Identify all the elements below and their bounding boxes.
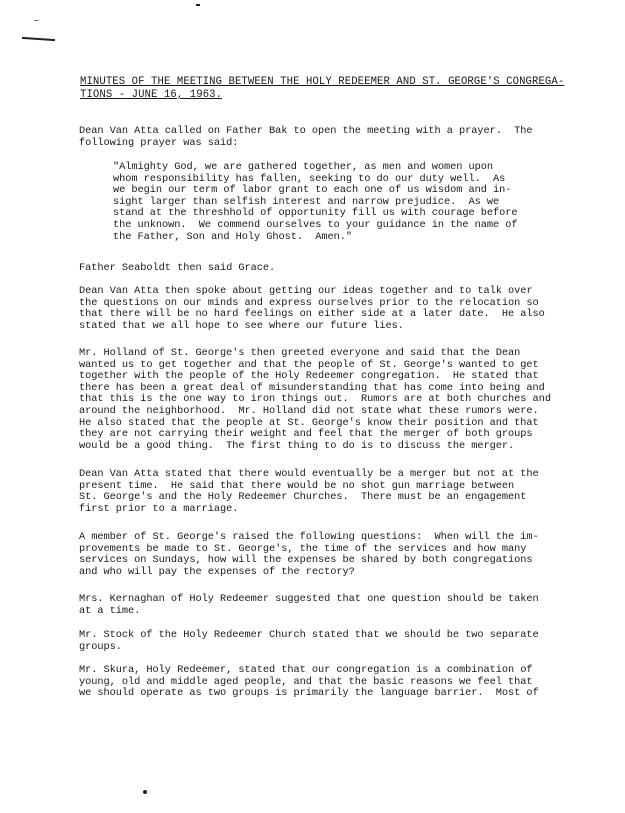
paragraph-member-questions: A member of St. George's raised the following questions: When will the im- provements be made to St. George's, the time of the services and how many services on Sundays, how will the expenses be shared by both congregations and who will pay the expenses of the rectory?: [79, 531, 539, 578]
paragraph-stock: Mr. Stock of the Holy Redeemer Church stated that we should be two separate groups.: [79, 629, 539, 653]
paragraph-holland: Mr. Holland of St. George's then greeted everyone and said that the Dean wanted us to get together and that the people of St. George's wanted to get together with the people of the Holy Redeemer congregation. He stated that there has been a great deal of misunderstanding that has come into being and that this is the one way to iron things out. Rumors are at both churches and around the neighborhood. Mr. Holland did not state what these rumors were. He also stated that the people at St. George's know their position and that they are not carrying their weight and feel that the merger of both groups would be a good thing. The first thing to do is to discuss the merger.: [79, 347, 551, 452]
paragraph-van-atta-merger: Dean Van Atta stated that there would eventually be a merger but not at the present time. He said that there would be no shot gun marriage between St. George's and the Holy Redeemer Churches. There must be an engagement first prior to a marriage.: [79, 468, 539, 515]
paragraph-skura: Mr. Skura, Holy Redeemer, stated that our congregation is a combination of young, old and middle aged people, and that the basic reasons we feel that we should operate as two groups is primarily the language barrier. Most of: [79, 664, 539, 700]
paragraph-grace: Father Seaboldt then said Grace.: [79, 262, 276, 274]
paragraph-kernaghan: Mrs. Kernaghan of Holy Redeemer suggested that one question should be taken at a time.: [79, 593, 539, 617]
bottom-dot-mark: [143, 790, 147, 794]
corner-pen-stroke: [22, 37, 55, 41]
small-tick-mark: [34, 20, 39, 21]
paragraph-prayer: "Almighty God, we are gathered together, as men and women upon whom responsibility has fallen, seeking to do our duty well. As we begin our term of labor grant to each one of us wisdom and in- sight larger than selfish interest and narrow prejudice. As we stand at the threshhold of opportunity fill us with courage before the unknown. We commend ourselves to your guidance in the name of the Father, Son and Holy Ghost. Amen.": [113, 161, 518, 243]
top-dash-mark: [196, 4, 200, 6]
paragraph-opening: Dean Van Atta called on Father Bak to open the meeting with a prayer. The following prayer was said:: [79, 125, 533, 149]
document-title: MINUTES OF THE MEETING BETWEEN THE HOLY REDEEMER AND ST. GEORGE'S CONGREGA- TIONS - JUNE 16, 1963.: [80, 76, 565, 101]
paragraph-van-atta-intro: Dean Van Atta then spoke about getting our ideas together and to talk over the questions on our minds and express ourselves prior to the relocation so that there will be no hard feelings on either side at a later date. He also stated that we all hope to see where our future lies.: [79, 285, 545, 332]
